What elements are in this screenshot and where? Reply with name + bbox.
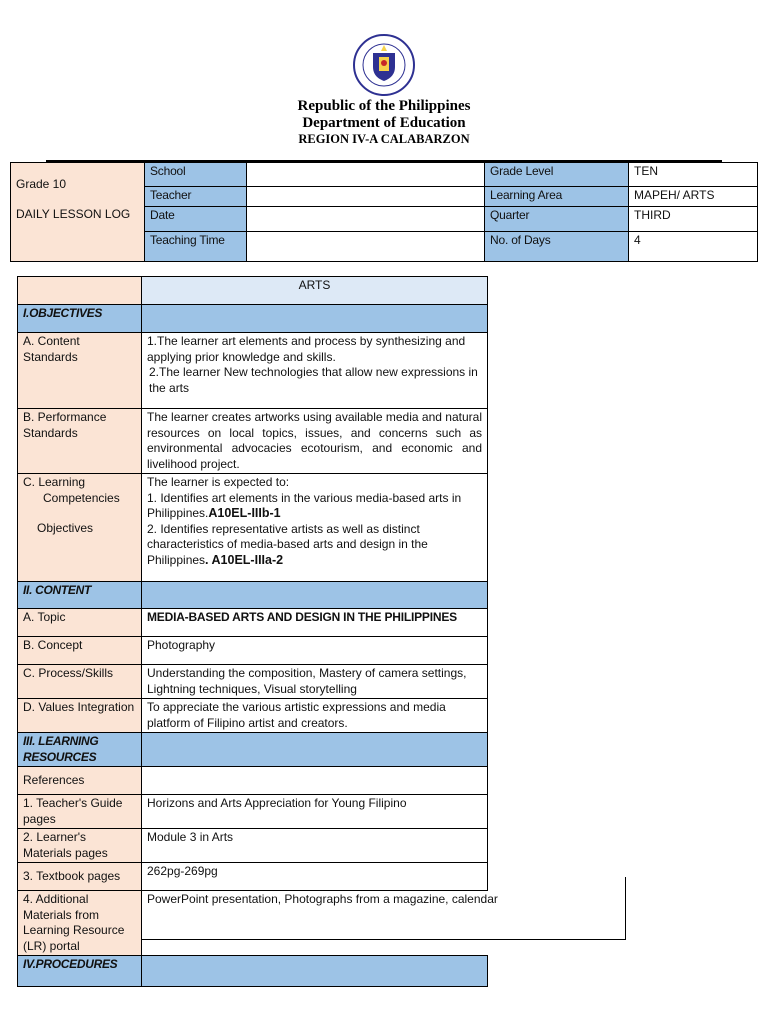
- teacher-value[interactable]: [247, 187, 485, 207]
- competencies-label-2: Competencies: [43, 490, 120, 505]
- grade-level-label: Grade Level: [485, 163, 629, 187]
- school-value[interactable]: [247, 163, 485, 187]
- objectives-heading-fill: [142, 305, 488, 333]
- teachers-guide-value: Horizons and Arts Appreciation for Young Filipino: [142, 795, 488, 829]
- additional-materials-label: 4. Additional Materials from Learning Resource (LR) portal: [18, 891, 142, 956]
- competency-1: [147, 491, 482, 522]
- values-label: D. Values Integration: [18, 699, 142, 733]
- header-republic: Republic of the Philippines: [297, 98, 471, 114]
- learners-materials-value: Module 3 in Arts: [142, 829, 488, 863]
- objectives-heading: I.OBJECTIVES: [18, 305, 142, 333]
- competency-2: [147, 522, 482, 569]
- process-label: C. Process/Skills: [18, 665, 142, 699]
- competencies-label-cell: [18, 474, 142, 582]
- process-value: Understanding the composition, Mastery of camera settings, Lightning techniques, Visual storytelling: [142, 665, 488, 699]
- days-label: No. of Days: [485, 232, 629, 262]
- competency-1-code: A10EL-IIIb-1: [208, 506, 281, 520]
- learners-materials-label: 2. Learner's Materials pages: [18, 829, 142, 863]
- resources-heading-fill: [142, 733, 488, 767]
- competency-2-text: 2. Identifies representative artists as well as distinct characteristics of media-based arts and design in the Philippines: [147, 521, 428, 567]
- header-department: Department of Education: [302, 115, 466, 131]
- content-standards-cell: [142, 333, 488, 409]
- concept-label: B. Concept: [18, 637, 142, 665]
- competencies-label-1: C. Learning: [23, 475, 86, 489]
- date-value[interactable]: [247, 207, 485, 232]
- procedures-heading: IV.PROCEDURES: [18, 956, 142, 987]
- competency-1-text: 1. Identifies art elements in the various media-based arts in Philippines.: [147, 490, 462, 520]
- content-standards-label: A. Content Standards: [18, 333, 142, 409]
- procedures-heading-fill: [142, 956, 488, 987]
- content-heading-fill: [142, 582, 488, 609]
- performance-standards-label: B. Performance Standards: [18, 409, 142, 474]
- competency-2-code: . A10EL-IIIa-2: [205, 552, 284, 567]
- grade-label: Grade 10: [16, 177, 67, 191]
- resources-heading: III. LEARNING RESOURCES: [18, 733, 142, 767]
- lesson-info-table: [10, 162, 758, 262]
- days-value[interactable]: 4: [629, 232, 758, 262]
- topic-label: A. Topic: [18, 609, 142, 637]
- quarter-label: Quarter: [485, 207, 629, 232]
- textbook-value: 262pg-269pg: [142, 863, 488, 891]
- learning-area-value[interactable]: MAPEH/ ARTS: [629, 187, 758, 207]
- topic-value: MEDIA-BASED ARTS AND DESIGN IN THE PHILIPPINES: [142, 609, 488, 637]
- content-standard-1: 1.The learner art elements and process by synthesizing and applying prior knowledge and skills.: [147, 334, 466, 364]
- competencies-label-3: Objectives: [37, 521, 94, 535]
- competencies-intro: The learner is expected to:: [147, 475, 290, 489]
- corner-cell: [18, 277, 142, 305]
- values-value: To appreciate the various artistic expressions and media platform of Filipino artist and creators.: [142, 699, 488, 733]
- content-standard-2: 2.The learner New technologies that allow new expressions in the arts: [149, 365, 478, 395]
- school-label: School: [145, 163, 247, 187]
- grade-level-value[interactable]: TEN: [629, 163, 758, 187]
- teaching-time-value[interactable]: [247, 232, 485, 262]
- header-region: REGION IV-A CALABARZON: [298, 132, 470, 146]
- quarter-value[interactable]: THIRD: [629, 207, 758, 232]
- teachers-guide-label: 1. Teacher's Guide pages: [18, 795, 142, 829]
- additional-materials-box: [141, 877, 626, 940]
- deped-seal-logo: [346, 33, 422, 97]
- content-heading: II. CONTENT: [18, 582, 142, 609]
- textbook-label: 3. Textbook pages: [18, 863, 142, 891]
- additional-materials-value: PowerPoint presentation, Photographs from a magazine, calendar: [142, 891, 488, 956]
- teacher-label: Teacher: [145, 187, 247, 207]
- grade-cell: [11, 163, 145, 262]
- learning-area-label: Learning Area: [485, 187, 629, 207]
- concept-value: Photography: [142, 637, 488, 665]
- performance-standards-value: The learner creates artworks using available media and natural resources on local topics, issues, and concerns such as environmental advocacies ecotourism, and economic and livelihood project.: [142, 409, 488, 474]
- log-title: DAILY LESSON LOG: [16, 206, 131, 221]
- date-label: Date: [145, 207, 247, 232]
- references-value: [142, 767, 488, 795]
- teaching-time-label: Teaching Time: [145, 232, 247, 262]
- competencies-cell: [142, 474, 488, 582]
- references-label: References: [18, 767, 142, 795]
- subject-heading: ARTS: [142, 277, 488, 305]
